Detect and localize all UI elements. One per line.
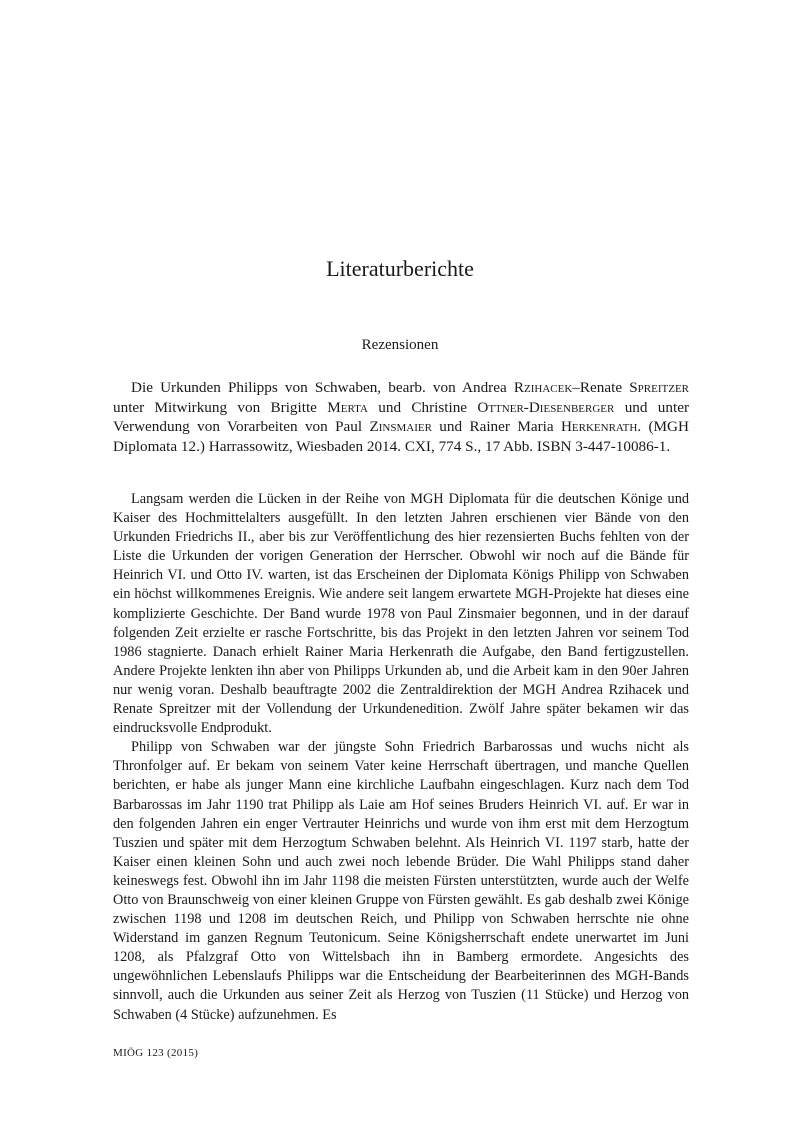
section-title: Rezensionen	[361, 337, 439, 353]
body-paragraph: Langsam werden die Lücken in der Reihe von MGH Diplomata für die deutschen Könige und Kaiser des Hochmittelalters ausgefüllt. In den letzten Jahren erschienen vier Bände von den Urkunden Friedrichs II., aber bis zur Veröffentlichung des hier rezensierten Buchs fehlten von der Liste die Urkunden der vorigen Generation der Herrscher. Obwohl wir noch auf die Bände für Heinrich VI. und Otto IV. warten, ist das Erscheinen der Diplomata Königs Philipp von Schwaben ein höchst willkommenes Ereignis. Wie andere seit langem erwartete MGH-Projekte hat dieses eine komplizierte Geschichte. Der Band wurde 1978 von Paul Zinsmaier begonnen, und in der darauf folgenden Zeit erzielte er rasche Fortschritte, bis das Projekt in den letzten Jahren vor seinem Tod 1986 stagnierte. Danach erhielt Rainer Maria Herkenrath die Aufgabe, den Band fertigzustellen. Andere Projekte lenkten ihn aber von Philipps Urkunden ab, und die Arbeit kam in den 90er Jahren nur wenig voran. Deshalb beauftragte 2002 die Zentraldirektion der MGH Andrea Rzihacek und Renate Spreitzer mit der Vollendung der Urkundenedition. Zwölf Jahre später bekamen wir das eindrucksvolle Endprodukt.	[113, 491, 689, 737]
citation-author: Rzihacek	[513, 379, 573, 396]
citation-author: Ottner-Diesenberger	[477, 398, 615, 416]
citation-text: Die Urkunden Philipps von Schwaben, bearb. von Andrea	[131, 379, 514, 396]
page-title: Literaturberichte	[326, 256, 474, 281]
citation-text: –Renate	[572, 379, 630, 396]
body-paragraph: Philipp von Schwaben war der jüngste Sohn Friedrich Barbarossas und wuchs nicht als Thronfolger auf. Er bekam von seinem Vater keine Herrschaft übertragen, und manche Quellen berichten, er habe als junger Mann eine kirchliche Laufbahn eingeschlagen. Kurz nach dem Tod Barbarossas im Jahr 1190 trat Philipp als Laie am Hof seines Bruders Heinrich VI. auf. Er war in den folgenden Jahren ein enger Vertrauter Heinrichs und wurde von ihm erst mit dem Herzogtum Tuszien und später mit dem Herzogtum Schwaben belehnt. Als Heinrich VI. 1197 starb, hatte der Kaiser einen kleinen Sohn und auch zwei noch lebende Brüder. Die Wahl Philipps stand daher keineswegs fest. Obwohl ihn im Jahr 1198 die meisten Fürsten unterstützten, wurde auch der Welfe Otto von Braunschweig von einer kleinen Gruppe von Fürsten gewählt. Es gab deshalb zwei Könige zwischen 1198 und 1208 im deutschen Reich, und Philipp von Schwaben herrschte nie ohne Widerstand im ganzen Regnum Teutonicum. Seine Königsherrschaft endete unerwartet im Juni 1208, als Pfalzgraf Otto von Wittelsbach ihn in Bamberg ermordete. Angesichts des ungewöhnlichen Lebenslaufs Philipps war die Entscheidung der Bearbeiterinnen des MGH-Bands sinnvoll, auch die Urkunden aus seiner Zeit als Herzog von Tuszien (11 Stücke) und Herzog von Schwaben (4 Stücke) aufzunehmen. Es	[113, 739, 689, 1023]
citation-author: Zinsmaier	[369, 418, 432, 435]
citation-text: und Rainer Maria	[431, 418, 561, 435]
citation-author: Merta	[327, 398, 368, 416]
citation-text: unter Mitwirkung von Brigitte	[113, 398, 328, 416]
review-body	[113, 490, 689, 1025]
citation-author: Herkenrath	[560, 418, 638, 435]
citation-text: und Christine	[367, 398, 478, 416]
citation-text: . (MGH Diplomata 12.) Harrassowitz, Wiesbaden 2014. CXI, 774 S., 17 Abb. ISBN 3-447-10086-1.	[113, 418, 689, 455]
citation-text: und unter Verwendung von Vorarbeiten von Paul	[113, 398, 690, 435]
book-citation	[113, 378, 689, 456]
journal-footer: MIÖG 123 (2015)	[113, 1047, 199, 1059]
citation-author: Spreitzer	[629, 379, 689, 396]
